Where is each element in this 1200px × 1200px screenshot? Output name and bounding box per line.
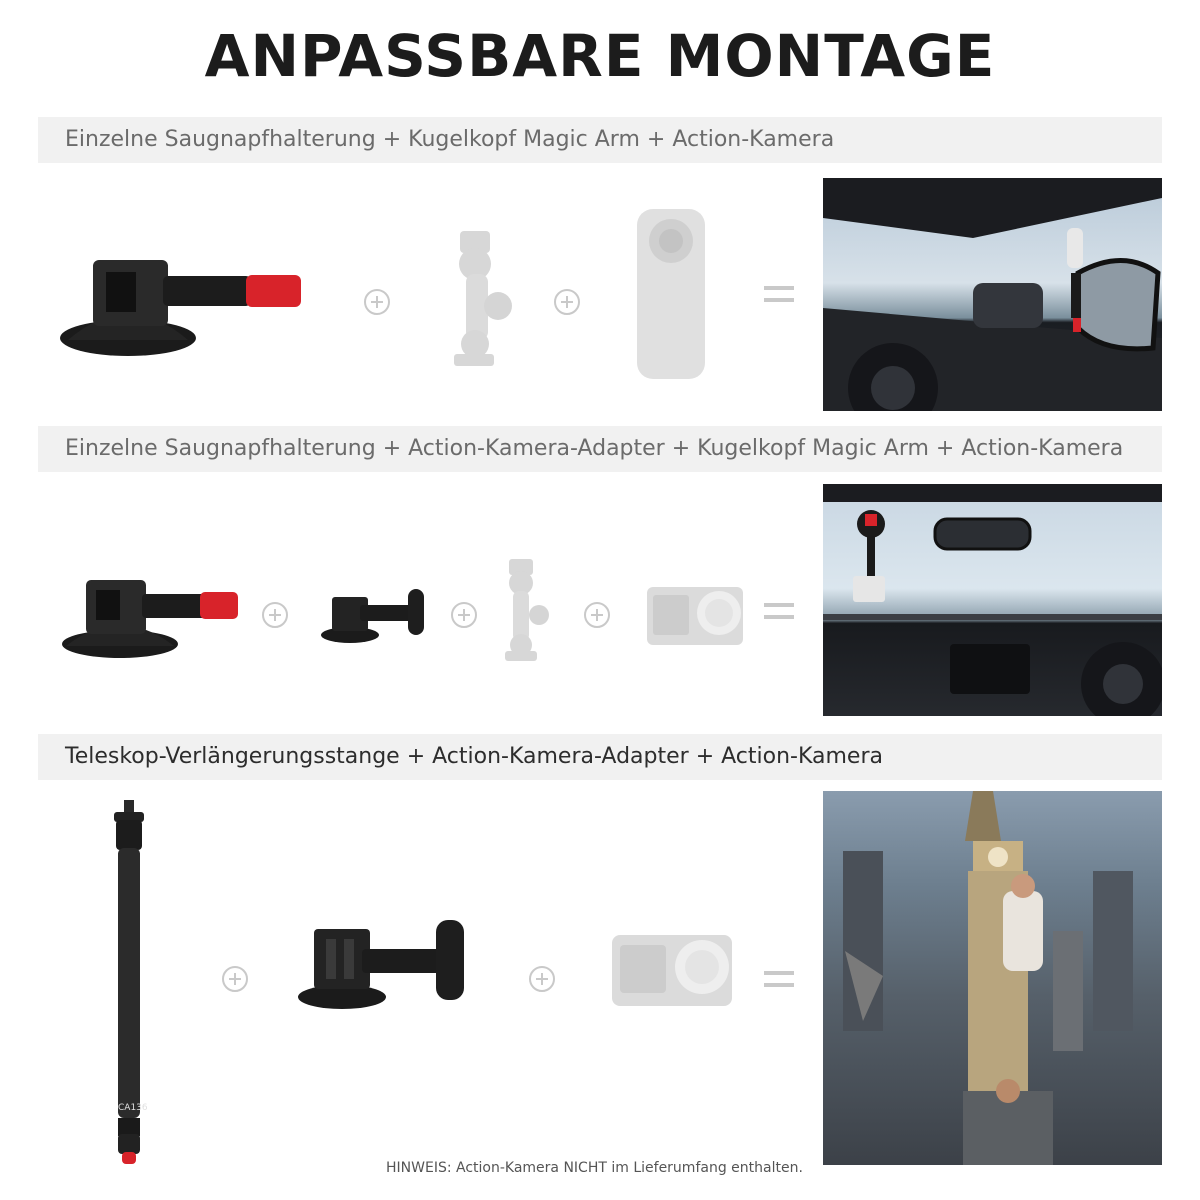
disclaimer-note: HINWEIS: Action-Kamera NICHT im Lieferumfang enthalten. xyxy=(386,1160,803,1176)
row-3-label: Teleskop-Verlängerungsstange + Action-Kamera-Adapter + Action-Kamera xyxy=(38,734,1162,780)
car-windshield-scene-1 xyxy=(823,178,1162,411)
action-camera-adapter-image xyxy=(296,915,476,1015)
equals-icon xyxy=(764,603,794,619)
telescopic-pole-image xyxy=(100,798,160,1173)
action-camera-adapter-image xyxy=(320,585,435,645)
magic-arm-image xyxy=(495,555,555,665)
suction-mount-image xyxy=(58,570,248,660)
row-1-label: Einzelne Saugnapfhalterung + Kugelkopf Magic Arm + Action-Kamera xyxy=(38,117,1162,163)
equals-icon xyxy=(764,286,794,302)
suction-mount-image xyxy=(58,248,308,358)
action-camera-osmo-image xyxy=(645,585,745,647)
plus-icon xyxy=(262,602,288,628)
page-title: ANPASSBARE MONTAGE xyxy=(204,22,996,90)
plus-icon xyxy=(584,602,610,628)
plus-icon xyxy=(451,602,477,628)
car-windshield-scene-2 xyxy=(823,484,1162,716)
row-2-label: Einzelne Saugnapfhalterung + Action-Kamera-Adapter + Kugelkopf Magic Arm + Action-Kamera xyxy=(38,426,1162,472)
plus-icon xyxy=(222,966,248,992)
plus-icon xyxy=(364,289,390,315)
plus-icon xyxy=(554,289,580,315)
magic-arm-image xyxy=(440,226,520,371)
plus-icon xyxy=(529,966,555,992)
rooftop-selfie-scene xyxy=(823,791,1162,1165)
action-camera-x-image xyxy=(635,207,707,382)
pole-marking-text: CA136 xyxy=(118,1103,148,1113)
action-camera-osmo-image xyxy=(610,933,734,1008)
equals-icon xyxy=(764,971,794,987)
